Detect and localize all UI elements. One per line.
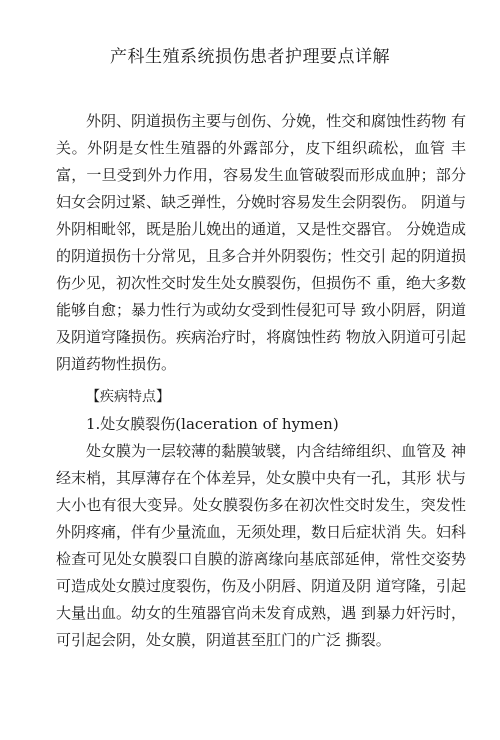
document-body [56,108,466,654]
intro-paragraph: 外阴、阴道损伤主要与创伤、分娩，性交和腐蚀性药物 有关。外阴是女性生殖器的外露部分，皮下组织疏松，血管 丰富，一旦受到外力作用，容易发生血管破裂而形成血肿；部分妇女会阴过紧、缺乏弹性，分娩时容易发生会阴裂伤。 阴道与外阴相毗邻，既是胎儿娩出的通道，又是性交器官。 分娩造成的阴道损伤十分常见，且多合并外阴裂伤；性交引 起的阴道损伤少见，初次性交时发生处女膜裂伤，但损伤不 重，绝大多数能够自愈；暴力性行为或幼女受到性侵犯可导 致小阴唇，阴道及阴道穹隆损伤。疾病治疗时，将腐蚀性药 物放入阴道可引起阴道药物性损伤。 [56,112,466,373]
document-title: 产科生殖系统损伤患者护理要点详解 [110,47,390,67]
subsection-paragraph: 处女膜为一层较薄的黏膜皱襞，内含结缔组织、血管及 神经末梢，其厚薄存在个体差异，处女膜中央有一孔，其形 状与大小也有很大变异。处女膜裂伤多在初次性交时发生，突发性外阴疼痛，伴有少量流血，无须处理，数日后症状消 失。妇科检查可见处女膜裂口自膜的游离缘向基底部延伸，常性交姿势可造成处女膜过度裂伤，伤及小阴唇、阴道及阴 道穹隆，引起大量出血。幼女的生殖器官尚未发育成熟，遇 到暴力奸污时，可引起会阴，处女膜，阴道甚至肛门的广泛 撕裂。 [56,442,466,649]
section-label-disease-features: 【疾病特点】 [86,389,170,405]
subsection-heading-hymen-laceration: 1.处女膜裂伤(laceration of hymen) [86,415,339,433]
